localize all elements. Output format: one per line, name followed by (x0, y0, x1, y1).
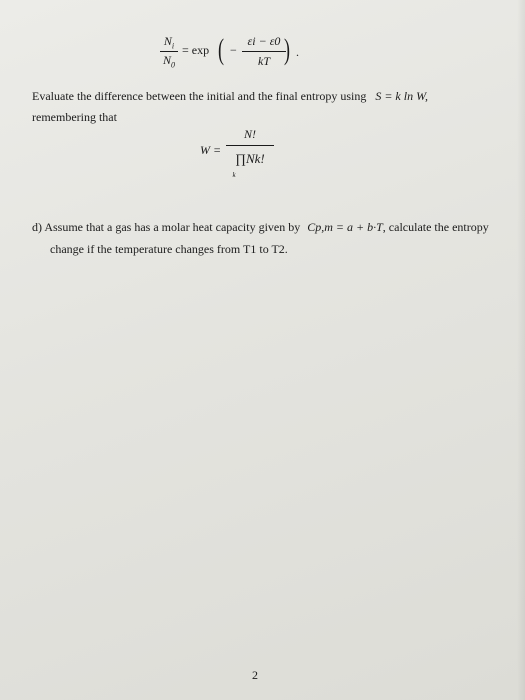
page-number: 2 (252, 668, 258, 682)
paragraph-c-text: Evaluate the difference between the initial and the final entropy using (32, 89, 367, 103)
rhs-fraction-denominator: kT (258, 54, 270, 68)
paragraph-c-line1 (32, 88, 428, 104)
equation-period: . (296, 45, 299, 59)
entropy-formula: S = k ln W, (375, 89, 428, 103)
w-denominator: ∏Nk! (235, 151, 265, 166)
w-numerator: N! (244, 127, 256, 141)
lhs-num-text: N (163, 34, 172, 48)
w-lhs: W = (200, 143, 222, 157)
heat-capacity-formula: Cp,m = a + b·T (307, 220, 383, 234)
lhs-den-text: N (162, 53, 171, 67)
w-fraction-bar (226, 145, 274, 146)
rhs-fraction-bar (242, 51, 286, 52)
paragraph-d-text-b: , calculate the entropy (382, 220, 489, 234)
lhs-den-sub: 0 (171, 60, 175, 70)
paragraph-d-line1 (32, 219, 489, 235)
equals-exp: = exp (182, 43, 210, 57)
product-index: k (232, 171, 236, 179)
paragraph-d-text-a: d) Assume that a gas has a molar heat capacity given by (32, 220, 301, 234)
rhs-fraction-numerator: εi − ε0 (247, 34, 281, 48)
left-paren: ( (218, 33, 224, 66)
right-paren: ) (284, 33, 290, 66)
paragraph-c-line2: remembering that (32, 110, 117, 124)
multiplicity-equation (200, 125, 280, 195)
lhs-fraction-denominator (160, 53, 178, 69)
lhs-num-sub: i (171, 41, 175, 51)
paragraph-d-line2: change if the temperature changes from T1 to T2. (50, 242, 288, 256)
boltzmann-equation (160, 30, 310, 80)
lhs-fraction-bar (160, 51, 178, 52)
paper-shadow (517, 0, 525, 700)
minus-sign: − (230, 43, 237, 57)
lhs-fraction-numerator (160, 34, 178, 50)
